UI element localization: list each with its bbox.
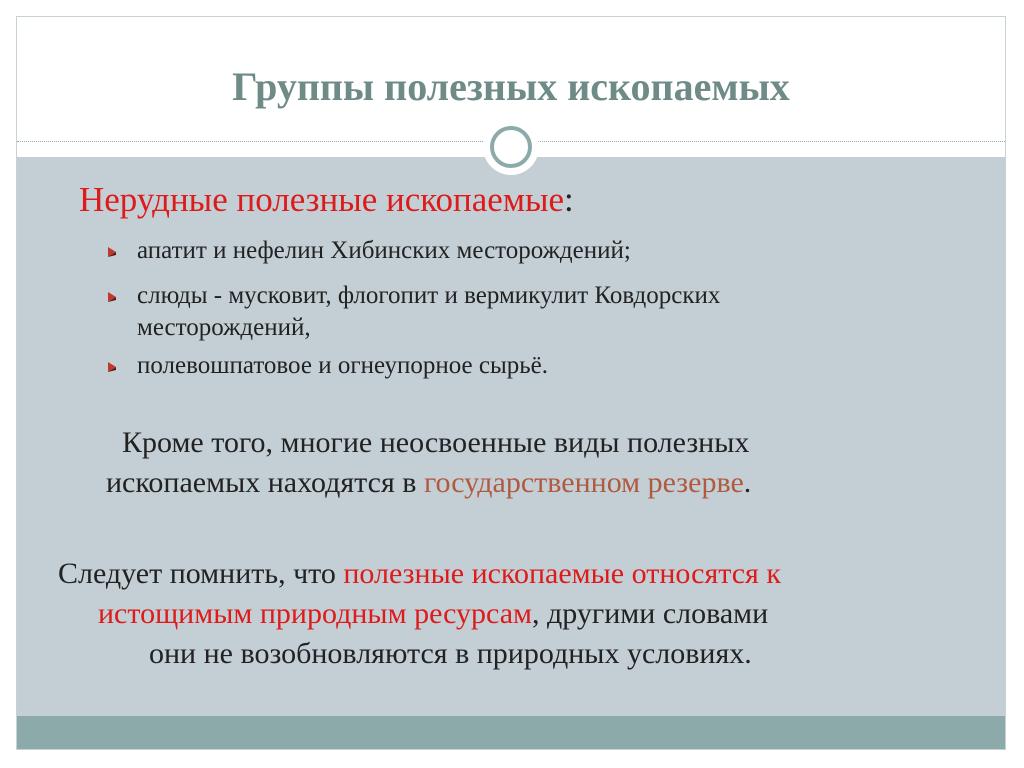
paragraph-1-line-1: Кроме того, многие неосвоенные виды полезных — [122, 426, 750, 459]
footer-accent-bar — [17, 716, 1005, 750]
paragraph-2-line-1 — [58, 554, 781, 594]
subheading — [79, 179, 574, 221]
arrow-bullet-icon — [105, 245, 119, 259]
paragraph-1-end: . — [743, 466, 752, 499]
paragraph-1-highlight: государственном резерве — [423, 466, 744, 499]
paragraph-2-line-2 — [98, 594, 768, 634]
paragraph-2-text: Следует помнить, что — [58, 557, 344, 590]
paragraph-2-highlight-continued: истощимым природным ресурсам — [98, 597, 533, 630]
paragraph-2-line-3: они не возобновляются в природных условиях. — [149, 637, 752, 670]
subheading-suffix: : — [564, 180, 574, 219]
paragraph-2-highlight: полезные ископаемые относятся к — [343, 557, 781, 590]
bullet-text: слюды - мусковит, флогопит и вермикулит Ковдорских — [137, 282, 721, 309]
paragraph-1-line-2 — [106, 463, 751, 503]
ring-ornament-icon — [483, 119, 539, 175]
arrow-bullet-icon — [105, 290, 119, 304]
slide-frame — [16, 16, 1006, 750]
bullet-text: полевошпатовое и огнеупорное сырьё. — [137, 352, 548, 379]
slide-title: Группы полезных ископаемых — [232, 64, 790, 109]
ring-ornament-inner — [490, 126, 532, 168]
arrow-bullet-icon — [105, 360, 119, 374]
bullet-text-continued: месторождений, — [137, 314, 311, 341]
paragraph-2-text-continued: , другими словами — [532, 597, 769, 630]
subheading-label: Нерудные полезные ископаемые — [79, 180, 565, 219]
bullet-text: апатит и нефелин Хибинских месторождений; — [137, 237, 631, 264]
paragraph-1-text: ископаемых находятся в — [106, 466, 424, 499]
